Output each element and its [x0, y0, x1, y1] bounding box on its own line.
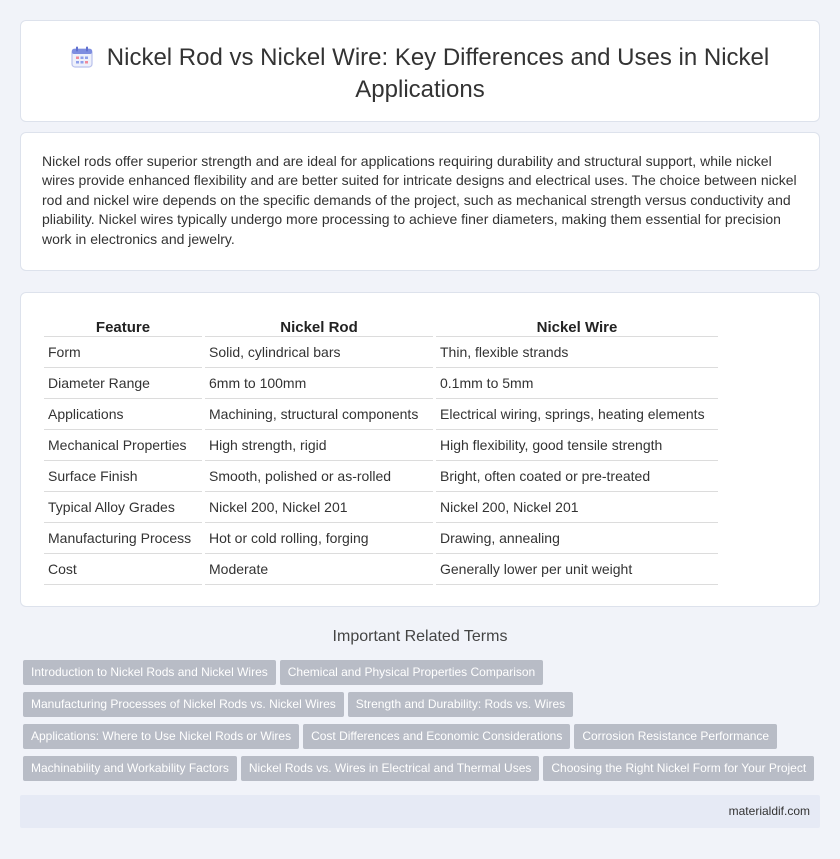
- wire-cell: Drawing, annealing: [436, 523, 718, 554]
- wire-cell: 0.1mm to 5mm: [436, 368, 718, 399]
- related-tags-row-1: [23, 660, 823, 685]
- feature-cell: Diameter Range: [44, 368, 202, 399]
- feature-cell: Manufacturing Process: [44, 523, 202, 554]
- feature-cell: Surface Finish: [44, 461, 202, 492]
- table-row: [44, 492, 718, 523]
- wire-cell: Thin, flexible strands: [436, 337, 718, 368]
- intro-card: [20, 132, 820, 271]
- feature-cell: Mechanical Properties: [44, 430, 202, 461]
- feature-cell: Typical Alloy Grades: [44, 492, 202, 523]
- related-tag[interactable]: Machinability and Workability Factors: [23, 756, 237, 781]
- related-terms-heading: Important Related Terms: [332, 628, 508, 645]
- footer: [20, 795, 820, 828]
- wire-cell: Electrical wiring, springs, heating elements: [436, 399, 718, 430]
- page-title: [61, 43, 779, 104]
- related-tag[interactable]: Chemical and Physical Properties Comparison: [280, 660, 543, 685]
- feature-cell: Cost: [44, 554, 202, 585]
- rod-cell: Hot or cold rolling, forging: [205, 523, 433, 554]
- wire-cell: High flexibility, good tensile strength: [436, 430, 718, 461]
- related-tag[interactable]: Manufacturing Processes of Nickel Rods vs. Nickel Wires: [23, 692, 344, 717]
- related-tag[interactable]: Introduction to Nickel Rods and Nickel Wires: [23, 660, 276, 685]
- related-tag[interactable]: Cost Differences and Economic Considerations: [303, 724, 570, 749]
- wire-cell: Generally lower per unit weight: [436, 554, 718, 585]
- wire-cell: Bright, often coated or pre-treated: [436, 461, 718, 492]
- table-row: [44, 399, 718, 430]
- table-row: [44, 430, 718, 461]
- table-row: [44, 337, 718, 368]
- page-title-text: Nickel Rod vs Nickel Wire: Key Differences and Uses in Nickel Applications: [106, 44, 770, 103]
- comparison-card: [20, 292, 820, 607]
- rod-cell: Smooth, polished or as-rolled: [205, 461, 433, 492]
- table-row: [44, 523, 718, 554]
- rod-cell: High strength, rigid: [205, 430, 433, 461]
- footer-site-link[interactable]: materialdif.com: [728, 804, 810, 818]
- rod-cell: Nickel 200, Nickel 201: [205, 492, 433, 523]
- wire-cell: Nickel 200, Nickel 201: [436, 492, 718, 523]
- table-header-row: [44, 313, 718, 337]
- rod-cell: Moderate: [205, 554, 433, 585]
- title-card: [20, 20, 820, 122]
- related-tags-row-3: [23, 724, 823, 749]
- table-row: [44, 554, 718, 585]
- table-row: [44, 461, 718, 492]
- related-tags-row-2: [23, 692, 823, 717]
- intro-paragraph: Nickel rods offer superior strength and are ideal for applications requiring durability and structural support, while nickel wires provide enhanced flexibility and are better suited for intricate designs and electrical uses. The choice between nickel rod and nickel wire depends on the specific demands of the project, such as mechanical strength versus conductivity and pliability. Nickel wires typically undergo more processing to achieve finer diameters, making them essential for precision work in electronics and jewelry.: [42, 153, 797, 247]
- related-tag[interactable]: Applications: Where to Use Nickel Rods or Wires: [23, 724, 299, 749]
- rod-cell: Solid, cylindrical bars: [205, 337, 433, 368]
- header-nickel-rod: Nickel Rod: [205, 313, 433, 337]
- feature-cell: Applications: [44, 399, 202, 430]
- related-tag[interactable]: Strength and Durability: Rods vs. Wires: [348, 692, 573, 717]
- feature-cell: Form: [44, 337, 202, 368]
- calendar-icon: [71, 46, 93, 75]
- related-tag[interactable]: Corrosion Resistance Performance: [574, 724, 777, 749]
- table-row: [44, 368, 718, 399]
- header-nickel-wire: Nickel Wire: [436, 313, 718, 337]
- comparison-table: [41, 313, 721, 585]
- header-feature: Feature: [44, 313, 202, 337]
- rod-cell: 6mm to 100mm: [205, 368, 433, 399]
- related-tag[interactable]: Nickel Rods vs. Wires in Electrical and Thermal Uses: [241, 756, 540, 781]
- rod-cell: Machining, structural components: [205, 399, 433, 430]
- related-tags-row-4: [23, 756, 823, 781]
- related-tag[interactable]: Choosing the Right Nickel Form for Your Project: [543, 756, 814, 781]
